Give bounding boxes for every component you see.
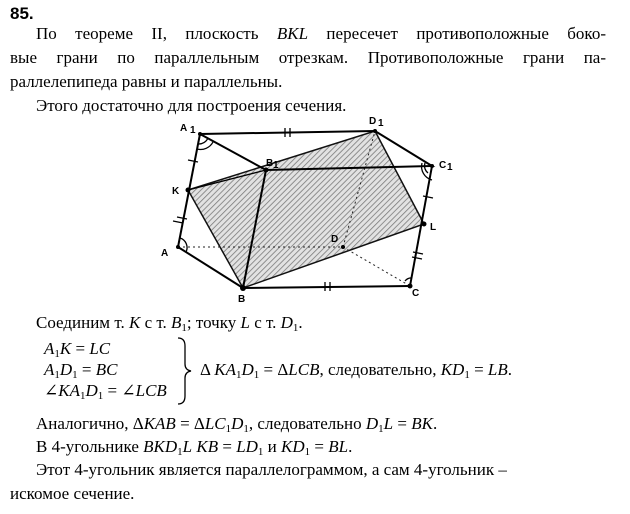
system-eq-1: $A_1K$ = LC xyxy=(44,339,111,360)
analog-line: Аналогично, $\Delta KAB = \Delta LC_1D_1$, следовательно $D_1L$ = BK. xyxy=(36,414,438,435)
svg-text:1: 1 xyxy=(273,160,279,171)
intro-line-2: вые грани по параллельным отрезкам. Противоположные грани па- xyxy=(10,48,606,67)
label-b: B xyxy=(238,294,246,305)
label-b1: B xyxy=(266,158,274,169)
point-k xyxy=(186,188,191,193)
label-c: C xyxy=(412,288,420,299)
point-l xyxy=(422,222,427,227)
label-l: L xyxy=(430,222,437,233)
point-d xyxy=(341,245,345,249)
svg-text:1: 1 xyxy=(190,125,196,136)
quad-line: В 4-угольнике $BKD_1L$ KB = $LD_1$ и $KD_1$ = BL. xyxy=(36,437,353,458)
hidden-edge-dc xyxy=(343,247,410,286)
label-a1: A xyxy=(180,123,188,134)
connect-line: Соединим т. K с т. $B_1$; точку L с т. $D_1$. xyxy=(36,313,303,334)
point-d1 xyxy=(373,129,377,133)
label-d: D xyxy=(331,234,339,245)
intro-line-1: По теореме II, плоскость BKL пересечет противоположные боко- xyxy=(36,24,606,43)
final-line-1: Этот 4-угольник является параллелограммом, а сам 4-угольник – xyxy=(36,460,507,479)
point-c1 xyxy=(430,164,434,168)
problem-number: 85. xyxy=(10,4,34,23)
intro-line-4: Этого достаточно для построения сечения. xyxy=(36,96,347,115)
svg-text:1: 1 xyxy=(447,162,453,173)
system-brace xyxy=(176,336,194,406)
point-a1 xyxy=(198,132,202,136)
point-b xyxy=(240,285,246,291)
final-line-2: искомое сечение. xyxy=(10,484,135,503)
point-a xyxy=(176,245,180,249)
label-k: K xyxy=(172,186,180,197)
label-d1: D xyxy=(369,116,377,127)
system-eq-2: $A_1D_1$ = BC xyxy=(44,360,118,381)
label-a: A xyxy=(161,248,169,259)
edge-bc xyxy=(243,286,410,288)
label-c1: C xyxy=(439,160,447,171)
section-plane xyxy=(188,131,424,288)
system-conclusion: Δ $KA_1D_1 = \Delta LCB$, следовательно, $KD_1$ = LB. xyxy=(200,360,513,381)
system-eq-3: $\angle KA_1D_1$ = ∠LCB xyxy=(44,381,167,402)
intro-line-3: раллелепипеда равны и параллельны. xyxy=(10,72,283,91)
parallelepiped-figure xyxy=(150,112,460,308)
svg-text:1: 1 xyxy=(378,118,384,129)
